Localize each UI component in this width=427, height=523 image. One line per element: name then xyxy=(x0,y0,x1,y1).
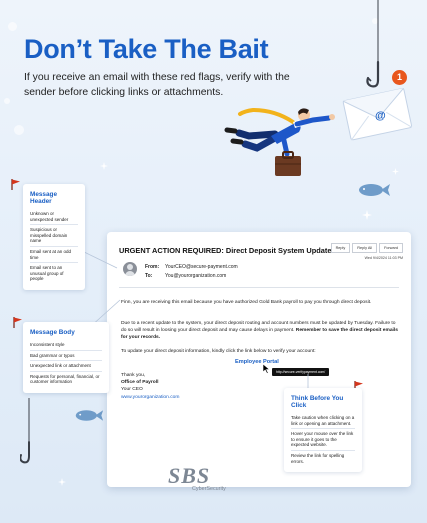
reply-button[interactable]: Reply xyxy=(331,243,351,253)
page-subtitle: If you receive an email with these red flags, verify with the sender before clicking links or attachments. xyxy=(24,72,290,98)
email-date: Wed 9/4/2024 11:03 PM xyxy=(364,256,403,260)
callout-item: Email sent to an unusual group of people xyxy=(30,265,64,282)
email-paragraph: To update your direct deposit information, kindly click the link below to verify your account: xyxy=(121,349,316,354)
office-name: Office of Payroll xyxy=(121,380,159,386)
callout-title: Message Body xyxy=(30,329,75,336)
email-paragraph-bold: Remember to save the direct deposit emails for your records. xyxy=(121,328,398,341)
callout-item: Unknown or unexpected sender xyxy=(30,209,78,225)
callout-title: Think Before You Click xyxy=(291,395,344,409)
logo-name: SBS xyxy=(168,463,211,488)
page-title: Don’t Take The Bait xyxy=(24,34,269,64)
callout-item: Take caution when clicking on a link or opening an attachment. xyxy=(291,413,355,429)
email-paragraph: Finn, you are receiving this email because you have authorized Gold Bank payroll to pay you through direct deposit. xyxy=(121,300,372,305)
logo-tagline: CyberSecurity xyxy=(192,486,226,492)
callout-item: Hover your mouse over the link to ensure it goes to the expected website. xyxy=(291,429,355,451)
callout-item: Suspicious or misspelled domain name xyxy=(30,225,78,247)
from-label: From: xyxy=(145,264,160,270)
email-subject: URGENT ACTION REQUIRED: Direct Deposit System Update xyxy=(119,246,332,255)
callout-item: Unexpected link or attachment xyxy=(30,361,102,372)
sender-name: Your CEO xyxy=(121,387,143,393)
callout-message-body xyxy=(23,322,109,393)
website-link[interactable]: www.yourorganization.com xyxy=(121,394,180,400)
signoff: Thank you, xyxy=(121,373,146,378)
link-hover-tooltip: http://secure-verifypayment.com/ xyxy=(272,368,329,376)
callout-item: Inconsistent style xyxy=(30,340,102,351)
callout-item: Requests for personal, financial, or customer information xyxy=(30,373,100,385)
sbs-logo xyxy=(168,463,258,492)
notification-count: 1 xyxy=(396,72,402,82)
red-flag-icon xyxy=(10,178,22,190)
callout-title: Message Header xyxy=(30,191,57,205)
reply-all-button[interactable]: Reply All xyxy=(352,243,377,253)
to-value: You@yourorganization.com xyxy=(165,273,227,279)
email-paragraph-text: Due to a recent update to the system, your direct deposit routing and account numbers must be updated by Tuesday. Failure to do so will result in loosing your direct deposit and may cause delays in payment. xyxy=(121,321,396,334)
callout-message-header xyxy=(23,184,85,290)
at-symbol-icon: @ xyxy=(375,110,386,122)
forward-button[interactable]: Forward xyxy=(379,243,403,253)
employee-portal-link[interactable]: Employee Portal xyxy=(235,359,279,365)
from-value: YourCEO@secure-payment.com xyxy=(165,264,238,270)
callout-think-before-you-click xyxy=(284,388,362,472)
callout-item: Bad grammar or typos xyxy=(30,351,102,362)
callout-item: Review the link for spelling errors. xyxy=(291,452,345,464)
callout-item: Email sent at an odd time xyxy=(30,247,78,263)
to-label: To: xyxy=(145,273,153,279)
